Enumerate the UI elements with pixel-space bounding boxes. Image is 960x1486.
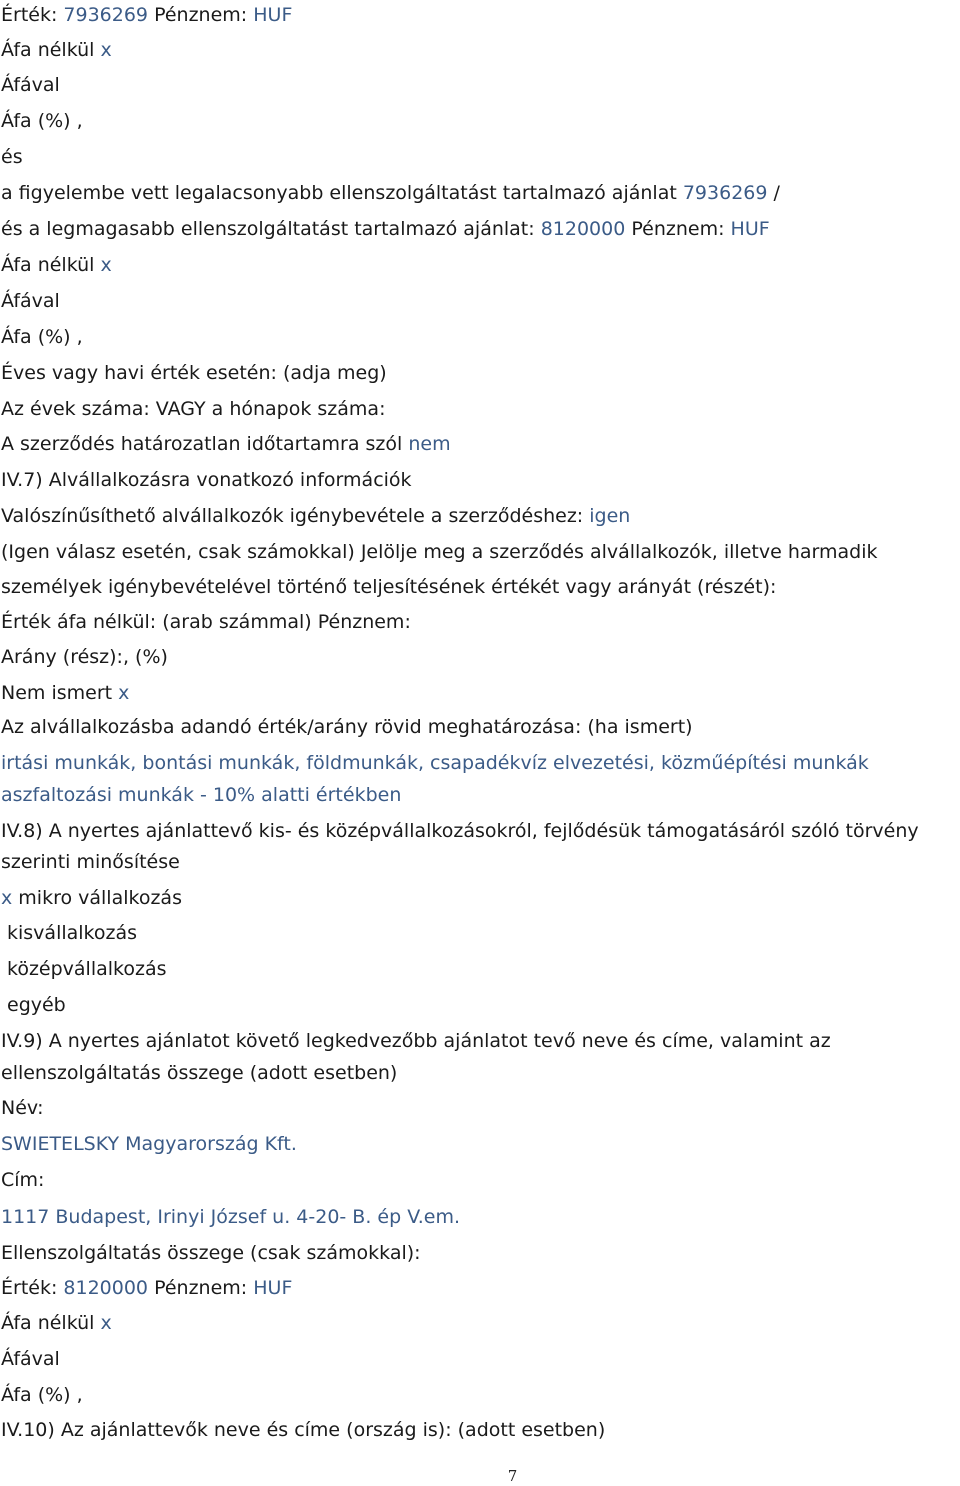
unknown-mark: x [118,682,130,704]
vat-included-line: Áfával [1,1348,60,1370]
subcontract-description-value: aszfaltozási munkák - 10% alatti értékben [1,784,402,806]
vat-percent-line: Áfa (%) , [1,326,83,348]
classification-option: x mikro vállalkozás [1,887,182,909]
classification-option: középvállalkozás [7,958,167,980]
section-heading: IV.8) A nyertes ajánlattevő kis- és középvállalkozásokról, fejlődésük támogatásáról szóló törvény [1,820,919,842]
vat-excluded-mark: x [100,39,112,61]
lowest-offer-line: a figyelembe vett legalacsonyabb ellenszolgáltatást tartalmazó ajánlat 7936269 / [1,182,780,204]
vat-included-line: Áfával [1,290,60,312]
subcontractor-usage-line: Valószínűsíthető alvállalkozók igénybevétele a szerződéshez: igen [1,505,631,527]
vat-percent-line: Áfa (%) , [1,110,83,132]
address-label: Cím: [1,1169,45,1191]
paragraph-line: személyek igénybevételével történő teljesítésének értékét vagy arányát (részét): [1,576,777,598]
company-address: 1117 Budapest, Irinyi József u. 4-20- B. ép V.em. [1,1206,461,1228]
section-heading: IV.7) Alvállalkozásra vonatkozó információk [1,469,412,491]
classification-option: egyéb [7,994,66,1016]
vat-excluded-line: Áfa nélkül x [1,1312,112,1334]
years-months-line: Az évek száma: VAGY a hónapok száma: [1,398,386,420]
highest-offer-value: 8120000 [540,218,626,240]
lowest-offer-value: 7936269 [682,182,768,204]
unknown-line: Nem ismert x [1,682,130,704]
section-heading: IV.10) Az ajánlattevők neve és címe (ország is): (adott esetben) [1,1419,606,1441]
value-amount: 7936269 [63,4,149,26]
value-amount: 8120000 [63,1277,149,1299]
page-number: 7 [507,1467,518,1485]
currency-value: HUF [730,218,770,240]
paragraph-line: (Igen válasz esetén, csak számokkal) Jelölje meg a szerződés alvállalkozók, illetve harmadik [1,541,878,563]
section-heading: IV.9) A nyertes ajánlatot követő legkedvezőbb ajánlatot tevő neve és címe, valamint az [1,1030,831,1052]
name-label: Név: [1,1097,44,1119]
consideration-amount-label: Ellenszolgáltatás összege (csak számokkal): [1,1242,421,1264]
subcontract-description-value: irtási munkák, bontási munkák, földmunkák, csapadékvíz elvezetési, közműépítési munkák [1,752,869,774]
selected-mark: x [1,887,13,909]
classification-option: kisvállalkozás [7,922,138,944]
indefinite-term-line: A szerződés határozatlan időtartamra szól nem [1,433,451,455]
vat-excluded-line: Áfa nélkül x [1,254,112,276]
vat-excluded-mark: x [100,254,112,276]
company-name: SWIETELSKY Magyarország Kft. [1,1133,297,1155]
currency-value: HUF [253,4,293,26]
conjunction-line: és [1,146,23,168]
vat-percent-line: Áfa (%) , [1,1384,83,1406]
subcontractor-usage-value: igen [589,505,631,527]
annual-monthly-line: Éves vagy havi érték esetén: (adja meg) [1,362,387,384]
value-excl-vat-line: Érték áfa nélkül: (arab számmal) Pénznem: [1,611,411,633]
ratio-line: Arány (rész):, (%) [1,646,168,668]
vat-included-line: Áfával [1,74,60,96]
currency-value: HUF [253,1277,293,1299]
vat-excluded-line: Áfa nélkül x [1,39,112,61]
vat-excluded-mark: x [100,1312,112,1334]
highest-offer-line: és a legmagasabb ellenszolgáltatást tartalmazó ajánlat: 8120000 Pénznem: HUF [1,218,770,240]
indefinite-term-value: nem [408,433,451,455]
section-heading: szerinti minősítése [1,851,180,873]
value-line: Érték: 7936269 Pénznem: HUF [1,4,293,26]
subcontract-description-label: Az alvállalkozásba adandó érték/arány rövid meghatározása: (ha ismert) [1,716,693,738]
value-line: Érték: 8120000 Pénznem: HUF [1,1277,293,1299]
section-heading: ellenszolgáltatás összege (adott esetben) [1,1062,398,1084]
